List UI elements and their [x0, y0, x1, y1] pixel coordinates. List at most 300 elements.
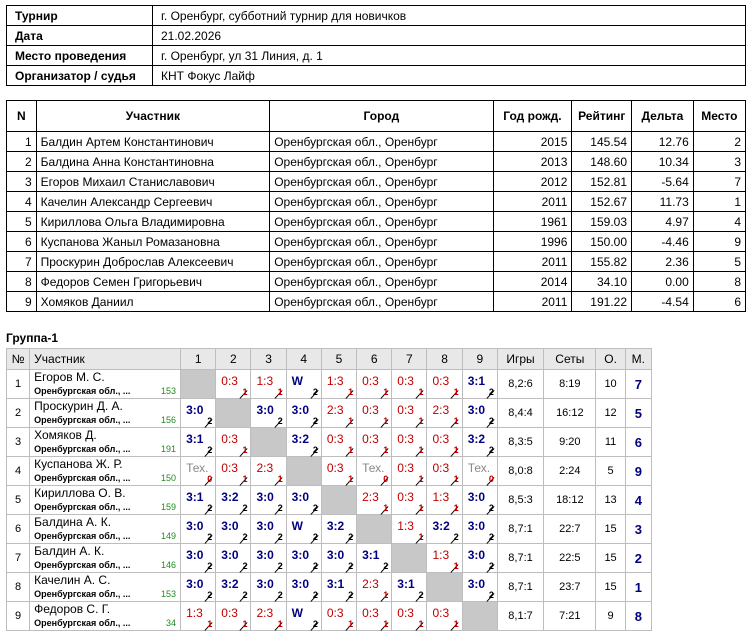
group-crosstable	[6, 348, 652, 631]
participants-table	[6, 100, 746, 312]
row-points: 5	[596, 457, 625, 486]
player-name[interactable]: Балдина А. К.	[34, 514, 112, 529]
diagonal-cell	[462, 602, 497, 631]
score-cell[interactable]	[427, 486, 462, 515]
crosstable-row	[7, 602, 652, 631]
match-points: 1	[453, 445, 459, 455]
score-cell[interactable]	[357, 457, 392, 486]
header-place: М.	[625, 349, 651, 370]
table-cell: 1961	[493, 212, 572, 232]
match-points: 1	[348, 416, 354, 426]
match-points: 2	[312, 416, 318, 426]
match-points: 2	[312, 445, 318, 455]
table-cell: Оренбургская обл., Оренбург	[270, 252, 493, 272]
info-label: Дата	[7, 26, 153, 46]
match-points: 2	[312, 619, 318, 629]
score-cell[interactable]	[251, 370, 286, 399]
score-cell[interactable]	[251, 486, 286, 515]
header-opponent-col: 7	[392, 349, 427, 370]
score-cell[interactable]	[392, 428, 427, 457]
score-cell[interactable]	[427, 370, 462, 399]
match-points: 1	[348, 619, 354, 629]
match-points: 1	[418, 503, 424, 513]
table-cell: Оренбургская обл., Оренбург	[270, 292, 493, 312]
score-cell[interactable]	[216, 544, 251, 573]
table-cell: Качелин Александр Сергеевич	[36, 192, 270, 212]
score-cell[interactable]	[251, 457, 286, 486]
table-cell: 152.81	[572, 172, 632, 192]
score-cell[interactable]	[392, 573, 427, 602]
row-sets: 22:7	[544, 515, 596, 544]
table-cell: Хомяков Даниил	[36, 292, 270, 312]
score-cell[interactable]	[357, 399, 392, 428]
score-cell[interactable]	[462, 486, 497, 515]
column-header: Участник	[36, 101, 270, 132]
table-row	[7, 152, 746, 172]
table-cell: 150.00	[572, 232, 632, 252]
table-cell: 7	[693, 172, 745, 192]
match-points: 2	[488, 445, 494, 455]
header-opponent-col: 2	[216, 349, 251, 370]
row-place: 7	[625, 370, 651, 399]
match-points: 2	[207, 561, 213, 571]
row-place: 6	[625, 428, 651, 457]
score-cell[interactable]	[216, 370, 251, 399]
score-cell[interactable]	[251, 544, 286, 573]
player-cell	[30, 544, 181, 573]
player-cell	[30, 515, 181, 544]
player-city: Оренбургская обл., ...	[34, 385, 131, 396]
player-name[interactable]: Хомяков Д.	[34, 427, 97, 442]
match-points: 1	[277, 474, 283, 484]
table-cell: Кириллова Ольга Владимировна	[36, 212, 270, 232]
score-cell[interactable]	[357, 370, 392, 399]
table-cell: 5	[7, 212, 37, 232]
player-name[interactable]: Балдин А. К.	[34, 543, 105, 558]
table-cell: 1	[7, 132, 37, 152]
table-cell: 2011	[493, 192, 572, 212]
score-cell[interactable]	[392, 370, 427, 399]
match-score: 0:3	[326, 461, 344, 475]
match-points: 2	[418, 590, 424, 600]
player-rating: 153	[161, 589, 177, 599]
score-cell[interactable]	[286, 486, 321, 515]
score-cell[interactable]	[427, 515, 462, 544]
match-points: 2	[488, 532, 494, 542]
table-cell: 2011	[493, 292, 572, 312]
match-score: 3:1	[186, 432, 204, 446]
table-cell: Оренбургская обл., Оренбург	[270, 152, 493, 172]
header-points: О.	[596, 349, 625, 370]
score-cell[interactable]	[181, 602, 216, 631]
row-games: 8,7:1	[497, 573, 543, 602]
table-cell: 2012	[493, 172, 572, 192]
match-points: 2	[242, 503, 248, 513]
match-points: 1	[383, 445, 389, 455]
table-cell: -5.64	[632, 172, 694, 192]
match-points: 1	[418, 416, 424, 426]
table-cell: 34.10	[572, 272, 632, 292]
score-cell[interactable]	[392, 515, 427, 544]
player-name[interactable]: Проскурин Д. А.	[34, 398, 123, 413]
table-row	[7, 272, 746, 292]
match-points: 1	[453, 503, 459, 513]
crosstable-row	[7, 399, 652, 428]
score-cell[interactable]	[216, 573, 251, 602]
score-cell[interactable]	[216, 486, 251, 515]
player-rating: 34	[166, 618, 177, 628]
diagonal-cell	[357, 515, 392, 544]
player-name[interactable]: Куспанова Ж. Р.	[34, 456, 123, 471]
row-number: 7	[7, 544, 30, 573]
score-cell[interactable]	[357, 544, 392, 573]
player-name[interactable]: Федоров С. Г.	[34, 601, 111, 616]
score-cell[interactable]	[427, 457, 462, 486]
table-row	[7, 232, 746, 252]
score-cell[interactable]	[286, 428, 321, 457]
score-cell[interactable]	[321, 428, 356, 457]
score-cell[interactable]	[216, 457, 251, 486]
match-points: 2	[277, 503, 283, 513]
score-cell[interactable]	[321, 573, 356, 602]
player-city: Оренбургская обл., ...	[34, 501, 131, 512]
match-score: 3:0	[221, 548, 239, 562]
crosstable-row	[7, 573, 652, 602]
row-games: 8,3:5	[497, 428, 543, 457]
player-cell	[30, 602, 181, 631]
row-sets: 7:21	[544, 602, 596, 631]
match-points: 0	[383, 474, 389, 484]
row-sets: 22:5	[544, 544, 596, 573]
row-points: 12	[596, 399, 625, 428]
score-cell[interactable]	[181, 544, 216, 573]
match-points: 2	[207, 532, 213, 542]
match-points: 2	[348, 532, 354, 542]
participants-header-row	[7, 101, 746, 132]
match-score: 3:0	[467, 548, 486, 562]
score-cell[interactable]	[427, 428, 462, 457]
match-points: 2	[277, 561, 283, 571]
match-points: 1	[348, 445, 354, 455]
score-cell[interactable]	[462, 370, 497, 399]
crosstable-row	[7, 486, 652, 515]
match-score: 3:2	[221, 577, 239, 591]
table-cell: 2014	[493, 272, 572, 292]
match-score: 3:1	[326, 577, 345, 591]
row-games: 8,0:8	[497, 457, 543, 486]
match-score: 3:0	[256, 403, 274, 417]
match-score: 0:3	[397, 403, 414, 417]
match-score: 0:3	[362, 374, 379, 388]
table-cell: Егоров Михаил Станиславович	[36, 172, 270, 192]
row-points: 9	[596, 602, 625, 631]
table-cell: Федоров Семен Григорьевич	[36, 272, 270, 292]
player-rating: 146	[161, 560, 177, 570]
table-row	[7, 292, 746, 312]
match-score: 0:3	[362, 403, 379, 417]
score-cell[interactable]	[181, 573, 216, 602]
match-score: 0:3	[326, 606, 344, 620]
row-sets: 2:24	[544, 457, 596, 486]
match-points: 0	[488, 474, 494, 484]
table-cell: Оренбургская обл., Оренбург	[270, 132, 493, 152]
match-points: 1	[453, 474, 459, 484]
header-num: №	[7, 349, 30, 370]
match-score: 0:3	[221, 461, 238, 475]
match-points: 1	[383, 387, 389, 397]
score-cell[interactable]	[321, 515, 356, 544]
match-points: 1	[277, 619, 283, 629]
match-points: 2	[453, 532, 459, 542]
row-sets: 16:12	[544, 399, 596, 428]
match-score: 2:3	[362, 490, 379, 504]
match-points: 0	[207, 474, 213, 484]
match-score: 3:2	[432, 519, 450, 533]
table-cell: -4.54	[632, 292, 694, 312]
score-cell[interactable]	[216, 602, 251, 631]
row-points: 15	[596, 573, 625, 602]
match-score: 0:3	[397, 432, 414, 446]
table-cell: 10.34	[632, 152, 694, 172]
row-games: 8,7:1	[497, 544, 543, 573]
table-cell: 155.82	[572, 252, 632, 272]
match-score: 0:3	[397, 606, 414, 620]
score-cell[interactable]	[321, 370, 356, 399]
row-number: 8	[7, 573, 30, 602]
score-cell[interactable]	[321, 457, 356, 486]
score-cell[interactable]	[462, 428, 497, 457]
match-points: 1	[418, 445, 424, 455]
score-cell[interactable]	[357, 602, 392, 631]
header-player: Участник	[30, 349, 181, 370]
row-place: 5	[625, 399, 651, 428]
match-points: 1	[242, 445, 248, 455]
match-points: 2	[348, 561, 354, 571]
score-cell[interactable]	[357, 428, 392, 457]
table-cell: 7	[7, 252, 37, 272]
match-score: W	[291, 519, 303, 533]
score-cell[interactable]	[462, 515, 497, 544]
row-number: 4	[7, 457, 30, 486]
match-score: 0:3	[221, 606, 238, 620]
score-cell[interactable]	[427, 602, 462, 631]
score-cell[interactable]	[427, 399, 462, 428]
match-points: 2	[488, 503, 494, 513]
score-cell[interactable]	[392, 399, 427, 428]
score-cell[interactable]	[462, 399, 497, 428]
info-label: Организатор / судья	[7, 66, 153, 86]
header-opponent-col: 1	[181, 349, 216, 370]
player-city: Оренбургская обл., ...	[34, 443, 131, 454]
table-cell: 1	[693, 192, 745, 212]
table-cell: 2011	[493, 252, 572, 272]
player-name[interactable]: Егоров М. С.	[34, 369, 105, 384]
score-cell[interactable]	[427, 544, 462, 573]
diagonal-cell	[286, 457, 321, 486]
player-city: Оренбургская обл., ...	[34, 472, 131, 483]
column-header: Год рожд.	[493, 101, 572, 132]
match-score: 3:0	[467, 403, 486, 417]
score-cell[interactable]	[181, 428, 216, 457]
table-cell: 191.22	[572, 292, 632, 312]
score-cell[interactable]	[286, 515, 321, 544]
match-score: 0:3	[432, 606, 450, 620]
diagonal-cell	[251, 428, 286, 457]
score-cell[interactable]	[181, 486, 216, 515]
player-cell	[30, 457, 181, 486]
score-cell[interactable]	[321, 544, 356, 573]
score-cell[interactable]	[357, 573, 392, 602]
diagonal-cell	[427, 573, 462, 602]
row-games: 8,5:3	[497, 486, 543, 515]
score-cell[interactable]	[462, 457, 497, 486]
row-place: 2	[625, 544, 651, 573]
match-points: 2	[383, 561, 389, 571]
table-cell: 3	[693, 152, 745, 172]
match-points: 1	[277, 387, 283, 397]
row-sets: 8:19	[544, 370, 596, 399]
match-score: 3:0	[256, 548, 274, 562]
table-cell: 4.97	[632, 212, 694, 232]
header-opponent-col: 5	[321, 349, 356, 370]
match-score: 3:2	[467, 432, 486, 446]
match-score: 3:1	[186, 490, 204, 504]
crosstable-row	[7, 370, 652, 399]
row-place: 3	[625, 515, 651, 544]
table-cell: 152.67	[572, 192, 632, 212]
table-cell: Проскурин Доброслав Алексеевич	[36, 252, 270, 272]
header-opponent-col: 9	[462, 349, 497, 370]
score-cell[interactable]	[286, 602, 321, 631]
match-score: 0:3	[432, 432, 450, 446]
table-cell: Куспанова Жаныл Ромазановна	[36, 232, 270, 252]
match-points: 2	[488, 590, 494, 600]
table-cell: 6	[7, 232, 37, 252]
header-games: Игры	[497, 349, 543, 370]
match-score: 3:0	[291, 548, 310, 562]
score-cell[interactable]	[216, 515, 251, 544]
match-points: 1	[418, 619, 424, 629]
match-score: 1:3	[397, 519, 414, 533]
player-name[interactable]: Качелин А. С.	[34, 572, 111, 587]
column-header: Дельта	[632, 101, 694, 132]
table-cell: Оренбургская обл., Оренбург	[270, 172, 493, 192]
match-score: 3:1	[362, 548, 380, 562]
score-cell[interactable]	[181, 457, 216, 486]
info-row	[7, 66, 746, 86]
column-header: Рейтинг	[572, 101, 632, 132]
row-sets: 9:20	[544, 428, 596, 457]
score-cell[interactable]	[392, 486, 427, 515]
table-cell: 9	[7, 292, 37, 312]
table-cell: Оренбургская обл., Оренбург	[270, 212, 493, 232]
score-cell[interactable]	[321, 602, 356, 631]
table-cell: 4	[693, 212, 745, 232]
match-points: 1	[242, 387, 248, 397]
match-score: 0:3	[362, 432, 379, 446]
player-city: Оренбургская обл., ...	[34, 617, 131, 628]
match-score: 3:0	[326, 548, 345, 562]
score-cell[interactable]	[462, 544, 497, 573]
match-points: 2	[277, 416, 283, 426]
match-score: 1:3	[432, 490, 450, 504]
crosstable-row	[7, 428, 652, 457]
table-cell: 12.76	[632, 132, 694, 152]
match-points: 1	[242, 474, 248, 484]
table-cell: Оренбургская обл., Оренбург	[270, 232, 493, 252]
table-cell: 2013	[493, 152, 572, 172]
score-cell[interactable]	[181, 399, 216, 428]
match-score: 1:3	[432, 548, 450, 562]
match-points: 2	[207, 590, 213, 600]
column-header: Город	[270, 101, 493, 132]
match-points: 1	[242, 619, 248, 629]
score-cell[interactable]	[251, 573, 286, 602]
crosstable-row	[7, 457, 652, 486]
match-points: 2	[312, 387, 318, 397]
crosstable-header-row	[7, 349, 652, 370]
score-cell[interactable]	[321, 399, 356, 428]
match-points: 2	[207, 445, 213, 455]
table-cell: -4.46	[632, 232, 694, 252]
score-cell[interactable]	[286, 544, 321, 573]
match-score: 3:0	[467, 577, 486, 591]
score-cell[interactable]	[251, 602, 286, 631]
score-cell[interactable]	[251, 515, 286, 544]
match-score: 0:3	[432, 374, 450, 388]
score-cell[interactable]	[286, 370, 321, 399]
row-place: 4	[625, 486, 651, 515]
player-cell	[30, 486, 181, 515]
score-cell[interactable]	[392, 457, 427, 486]
table-cell: 9	[693, 232, 745, 252]
player-name[interactable]: Кириллова О. В.	[34, 485, 126, 500]
player-cell	[30, 573, 181, 602]
match-score: 2:3	[256, 606, 274, 620]
tournament-info-table	[6, 5, 746, 86]
match-points: 2	[488, 561, 494, 571]
row-sets: 23:7	[544, 573, 596, 602]
match-score: 3:0	[291, 403, 310, 417]
match-score: 0:3	[397, 461, 414, 475]
match-points: 2	[207, 416, 213, 426]
score-cell[interactable]	[216, 428, 251, 457]
player-rating: 149	[161, 531, 177, 541]
match-score: 0:3	[432, 461, 450, 475]
score-cell[interactable]	[286, 573, 321, 602]
score-cell[interactable]	[392, 602, 427, 631]
match-points: 1	[453, 387, 459, 397]
table-row	[7, 212, 746, 232]
table-cell: Балдина Анна Константиновна	[36, 152, 270, 172]
score-cell[interactable]	[286, 399, 321, 428]
header-sets: Сеты	[544, 349, 596, 370]
info-value: г. Оренбург, субботний турнир для новичков	[153, 6, 746, 26]
match-score: 3:1	[467, 374, 486, 388]
score-cell[interactable]	[357, 486, 392, 515]
match-score: Тех.	[467, 461, 491, 475]
score-cell[interactable]	[181, 515, 216, 544]
match-points: 2	[348, 590, 354, 600]
score-cell[interactable]	[251, 399, 286, 428]
diagonal-cell	[321, 486, 356, 515]
match-score: 3:0	[256, 490, 274, 504]
match-score: W	[291, 606, 303, 620]
diagonal-cell	[392, 544, 427, 573]
score-cell[interactable]	[462, 573, 497, 602]
table-cell: 2	[693, 132, 745, 152]
match-score: 3:0	[291, 577, 310, 591]
